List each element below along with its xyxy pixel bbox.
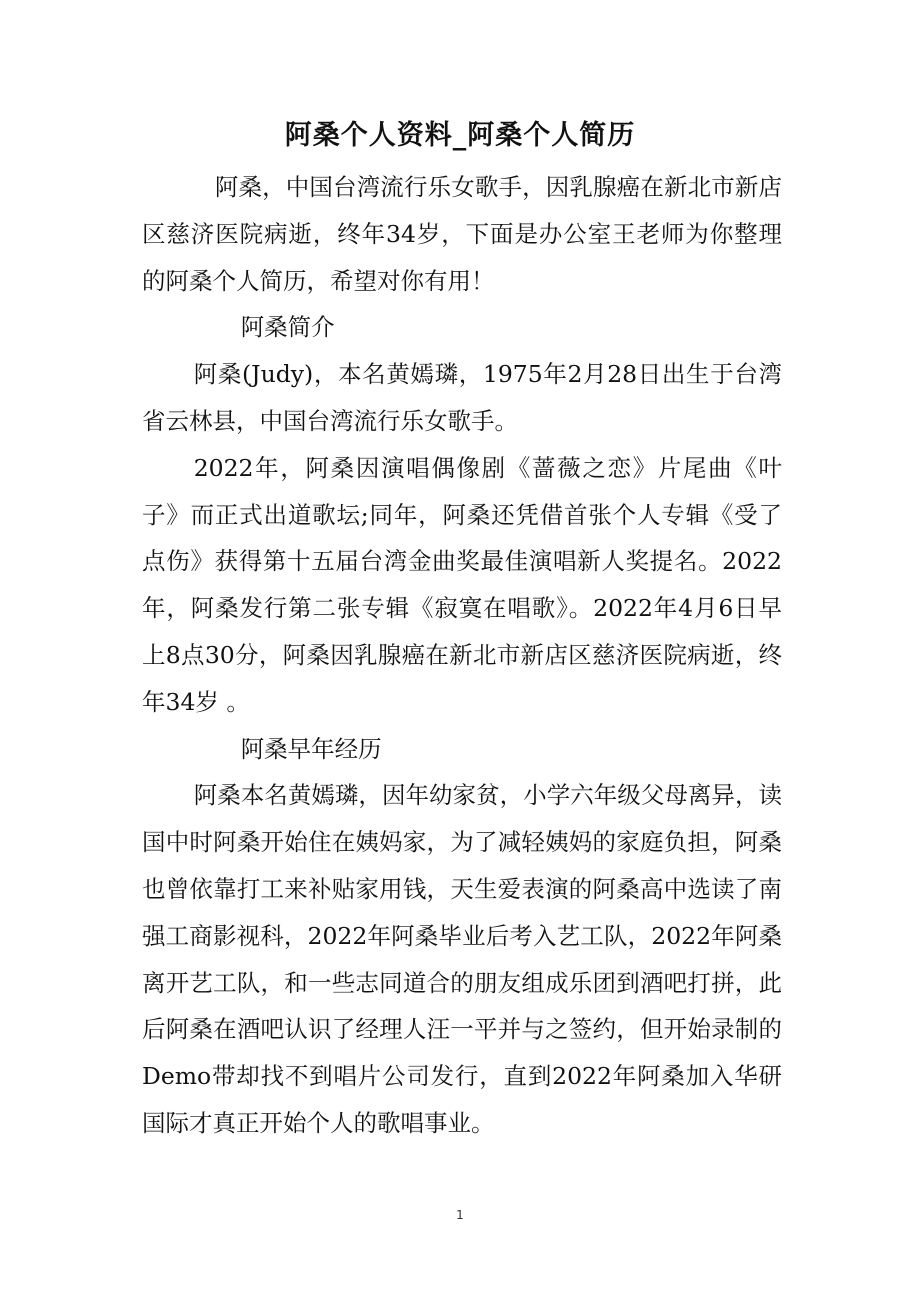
page-number: 1 — [456, 1208, 464, 1222]
document-body — [142, 164, 782, 1147]
section-heading-early-life: 阿桑早年经历 — [240, 734, 382, 763]
early-life-paragraph: 阿桑本名黄嫣璘，因年幼家贫，小学六年级父母离异，读国中时阿桑开始住在姨妈家，为了减轻姨妈的家庭负担，阿桑也曾依靠打工来补贴家用钱，天生爱表演的阿桑高中选读了南强工商影视科，2022年阿桑毕业后考入艺工队，2022年阿桑离开艺工队，和一些志同道合的朋友组成乐团到酒吧打拼，此后阿桑在酒吧认识了经理人汪一平并与之签约，但开始录制的Demo带却找不到唱片公司发行，直到2022年阿桑加入华研国际才真正开始个人的歌唱事业。 — [142, 781, 782, 1137]
document-title: 阿桑个人资料_阿桑个人简历 — [284, 120, 636, 151]
section-heading-intro: 阿桑简介 — [240, 313, 335, 342]
intro-paragraph: 阿桑，中国台湾流行乐女歌手，因乳腺癌在新北市新店区慈济医院病逝，终年34岁，下面是办公室王老师为你整理的阿桑个人简历，希望对你有用！ — [142, 173, 782, 295]
career-paragraph: 2022年，阿桑因演唱偶像剧《蔷薇之恋》片尾曲《叶子》而正式出道歌坛;同年，阿桑还凭借首张个人专辑《受了点伤》获得第十五届台湾金曲奖最佳演唱新人奖提名。2022年，阿桑发行第二张专辑《寂寞在唱歌》。2022年4月6日早上8点30分，阿桑因乳腺癌在新北市新店区慈济医院病逝，终年34岁 。 — [142, 453, 782, 716]
profile-paragraph: 阿桑(Judy)，本名黄嫣璘，1975年2月28日出生于台湾省云林县，中国台湾流行乐女歌手。 — [142, 360, 782, 435]
